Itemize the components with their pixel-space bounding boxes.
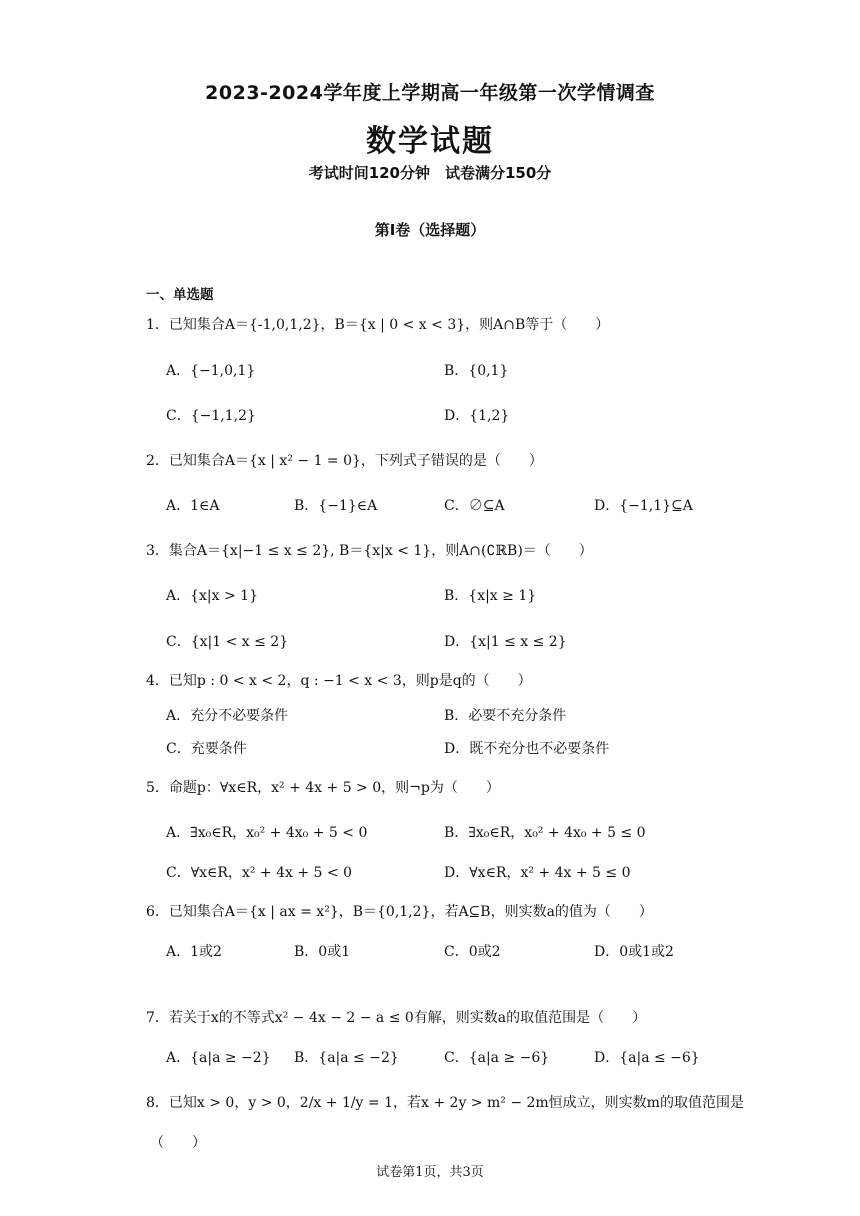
part-title: 第Ⅰ卷（选择题） xyxy=(374,221,486,239)
question-5-option-a: A．∃x₀∈R，x₀² + 4x₀ + 5 < 0 xyxy=(166,825,368,841)
question-3-option-d: D．{x|1 ≤ x ≤ 2} xyxy=(444,634,567,650)
question-3-option-b: B．{x|x ≥ 1} xyxy=(444,588,537,604)
section-label: 一、单选题 xyxy=(146,287,214,303)
exam-info: 考试时间120分钟 试卷满分150分 xyxy=(308,164,552,182)
question-8-stem: 8．已知x > 0，y > 0，2/x + 1/y = 1，若x + 2y > m² − 2m恒成立，则实数m的取值范围是 xyxy=(146,1095,744,1111)
subject-title: 数学试题 xyxy=(366,124,494,159)
question-3-stem: 3．集合A＝{x|−1 ≤ x ≤ 2}, B＝{x|x < 1}，则A∩(∁ℝB)＝（ ） xyxy=(146,543,593,559)
question-4-option-c: C．充要条件 xyxy=(166,741,247,757)
question-2-option-d: D．{−1,1}⊆A xyxy=(594,498,693,514)
question-7-option-a: A．{a|a ≥ −2} xyxy=(166,1050,271,1066)
question-8-stem-continuation: （ ） xyxy=(150,1135,206,1151)
question-1-option-d: D．{1,2} xyxy=(444,408,510,424)
question-4-option-a: A．充分不必要条件 xyxy=(166,708,289,724)
question-1-option-b: B．{0,1} xyxy=(444,363,509,379)
question-6-option-c: C．0或2 xyxy=(444,944,501,960)
question-2-option-a: A．1∈A xyxy=(166,498,220,514)
question-3-option-c: C．{x|1 < x ≤ 2} xyxy=(166,634,289,650)
question-1-stem: 1．已知集合A＝{-1,0,1,2}，B＝{x | 0 < x < 3}，则A∩B等于（ ） xyxy=(146,317,610,333)
question-7-stem: 7．若关于x的不等式x² − 4x − 2 − a ≤ 0有解，则实数a的取值范围是（ ） xyxy=(146,1010,647,1026)
page-footer: 试卷第1页，共3页 xyxy=(376,1165,484,1180)
question-5-option-b: B．∃x₀∈R，x₀² + 4x₀ + 5 ≤ 0 xyxy=(444,825,646,841)
exam-title: 2023-2024学年度上学期高一年级第一次学情调查 xyxy=(205,82,655,104)
question-4-option-d: D．既不充分也不必要条件 xyxy=(444,741,610,757)
question-6-option-a: A．1或2 xyxy=(166,944,222,960)
question-7-option-b: B．{a|a ≤ −2} xyxy=(294,1050,399,1066)
question-3-option-a: A．{x|x > 1} xyxy=(166,588,258,604)
question-5-option-c: C．∀x∈R，x² + 4x + 5 < 0 xyxy=(166,865,352,881)
question-6-option-b: B．0或1 xyxy=(294,944,351,960)
question-1-option-c: C．{−1,1,2} xyxy=(166,408,256,424)
question-2-stem: 2．已知集合A＝{x | x² − 1 = 0}，下列式子错误的是（ ） xyxy=(146,453,543,469)
question-1-option-a: A．{−1,0,1} xyxy=(166,363,256,379)
question-4-option-b: B．必要不充分条件 xyxy=(444,708,567,724)
question-7-option-c: C．{a|a ≥ −6} xyxy=(444,1050,550,1066)
question-6-option-d: D．0或1或2 xyxy=(594,944,674,960)
question-5-stem: 5．命题p：∀x∈R，x² + 4x + 5 > 0，则¬p为（ ） xyxy=(146,780,500,796)
question-2-option-b: B．{−1}∈A xyxy=(294,498,378,514)
question-2-option-c: C．∅⊆A xyxy=(444,498,505,514)
question-5-option-d: D．∀x∈R，x² + 4x + 5 ≤ 0 xyxy=(444,865,631,881)
question-6-stem: 6．已知集合A＝{x | ax = x²}，B＝{0,1,2}，若A⊆B，则实数a的值为（ ） xyxy=(146,904,653,920)
question-7-option-d: D．{a|a ≤ −6} xyxy=(594,1050,700,1066)
question-4-stem: 4．已知p : 0 < x < 2，q : −1 < x < 3，则p是q的（ ） xyxy=(146,673,532,689)
